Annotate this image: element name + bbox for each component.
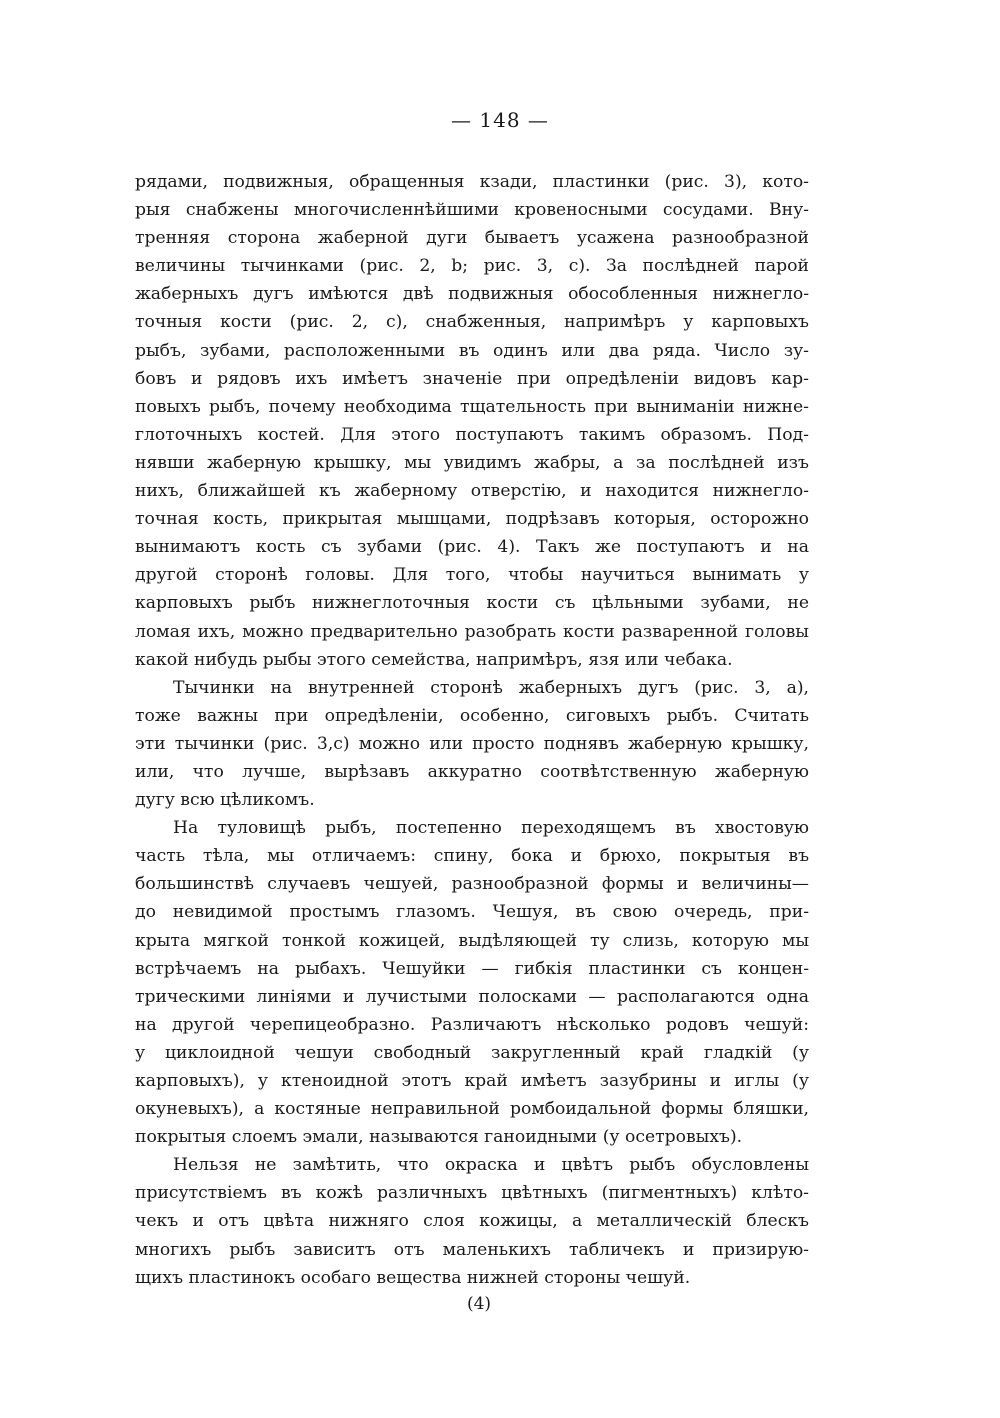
text-line: вынимаютъ кость съ зубами (рис. 4). Такъ же поступаютъ и на — [135, 537, 809, 558]
text-line: щихъ пластинокъ особаго вещества нижней стороны чешуй. — [135, 1267, 691, 1288]
page-body-text — [135, 168, 809, 1292]
text-line: бовъ и рядовъ ихъ имѣетъ значеніе при опредѣленіи видовъ кар- — [135, 368, 809, 389]
text-line: На туловищѣ рыбъ, постепенно переходящемъ въ хвостовую — [173, 818, 809, 839]
text-line: или, что лучше, вырѣзавъ аккуратно соотвѣтственную жаберную — [135, 761, 809, 782]
text-line: карповыхъ), у ктеноидной этотъ край имѣетъ зазубрины и иглы (у — [135, 1071, 809, 1091]
text-line: многихъ рыбъ зависитъ отъ маленькихъ табличекъ и призирую- — [135, 1239, 809, 1260]
text-line: глоточныхъ костей. Для этого поступаютъ такимъ образомъ. Под- — [135, 424, 809, 445]
paragraph — [135, 814, 809, 1151]
text-line: какой нибудь рыбы этого семейства, напримѣръ, язя или чебака. — [135, 649, 733, 670]
text-line: часть тѣла, мы отличаемъ: спину, бока и брюхо, покрытыя въ — [135, 846, 809, 867]
text-line: тренняя сторона жаберной дуги бываетъ усажена разнообразной — [135, 228, 809, 249]
text-line: дугу всю цѣликомъ. — [135, 790, 315, 811]
text-line: карповыхъ рыбъ нижнеглоточныя кости съ цѣльными зубами, не — [135, 593, 809, 614]
text-line: жаберныхъ дугъ имѣются двѣ подвижныя обособленныя нижнегло- — [135, 284, 809, 305]
text-line: точная кость, прикрытая мышцами, подрѣзавъ которыя, осторожно — [135, 509, 809, 530]
text-line: точныя кости (рис. 2, c), снабженныя, напримѣръ у карповыхъ — [135, 312, 809, 333]
text-line: встрѣчаемъ на рыбахъ. Чешуйки — гибкія пластинки съ концен- — [135, 958, 809, 979]
text-line: ломая ихъ, можно предварительно разобрать кости разваренной головы — [135, 621, 809, 642]
text-line: чекъ и отъ цвѣта нижняго слоя кожицы, а металлическій блескъ — [135, 1211, 809, 1232]
text-line: тоже важны при опредѣленіи, особенно, сиговыхъ рыбъ. Считать — [135, 705, 809, 726]
text-line: нихъ, ближайшей къ жаберному отверстію, и находится нижнегло- — [135, 481, 809, 502]
text-line: повыхъ рыбъ, почему необходима тщательность при выниманіи нижне- — [135, 396, 809, 417]
text-line: крыта мягкой тонкой кожицей, выдѣляющей ту слизь, которую мы — [135, 930, 809, 951]
text-line: Нельзя не замѣтить, что окраска и цвѣтъ рыбъ обусловлены — [173, 1155, 809, 1176]
paragraph — [135, 674, 809, 814]
text-line: нявши жаберную крышку, мы увидимъ жабры, а за послѣдней изъ — [135, 452, 809, 473]
text-line: рядами, подвижныя, обращенныя кзади, пластинки (рис. 3), кото- — [135, 172, 809, 192]
text-line: рыя снабжены многочисленнѣйшими кровеносными сосудами. Вну- — [135, 200, 809, 221]
text-line: присутствіемъ въ кожѣ различныхъ цвѣтныхъ (пигментныхъ) клѣто- — [135, 1183, 809, 1204]
text-line: большинствѣ случаевъ чешуей, разнообразной формы и величины— — [135, 874, 809, 895]
signature-mark: (4) — [466, 1294, 492, 1314]
page-number-header: — 148 — — [451, 108, 549, 132]
paragraph — [135, 168, 809, 674]
text-line: рыбъ, зубами, расположенными въ одинъ или два ряда. Число зу- — [135, 340, 809, 361]
text-line: до невидимой простымъ глазомъ. Чешуя, въ свою очередь, при- — [135, 902, 809, 923]
text-line: Тычинки на внутренней сторонѣ жаберныхъ дугъ (рис. 3, a), — [173, 677, 809, 698]
text-line: окуневыхъ), а костяные неправильной ромбоидальной формы бляшки, — [135, 1099, 809, 1120]
text-line: эти тычинки (рис. 3,c) можно или просто поднявъ жаберную крышку, — [135, 733, 809, 754]
text-line: у циклоидной чешуи свободный закругленный край гладкій (у — [135, 1042, 809, 1063]
text-line: величины тычинками (рис. 2, b; рис. 3, c). За послѣдней парой — [135, 256, 809, 277]
text-line: на другой черепицеобразно. Различаютъ нѣсколько родовъ чешуй: — [135, 1014, 809, 1035]
text-line: покрытыя слоемъ эмали, называются ганоидными (у осетровыхъ). — [135, 1127, 743, 1148]
paragraph — [135, 1151, 809, 1291]
text-line: другой сторонѣ головы. Для того, чтобы научиться вынимать у — [135, 565, 809, 586]
text-line: трическими линіями и лучистыми полосками — располагаются одна — [135, 986, 809, 1007]
